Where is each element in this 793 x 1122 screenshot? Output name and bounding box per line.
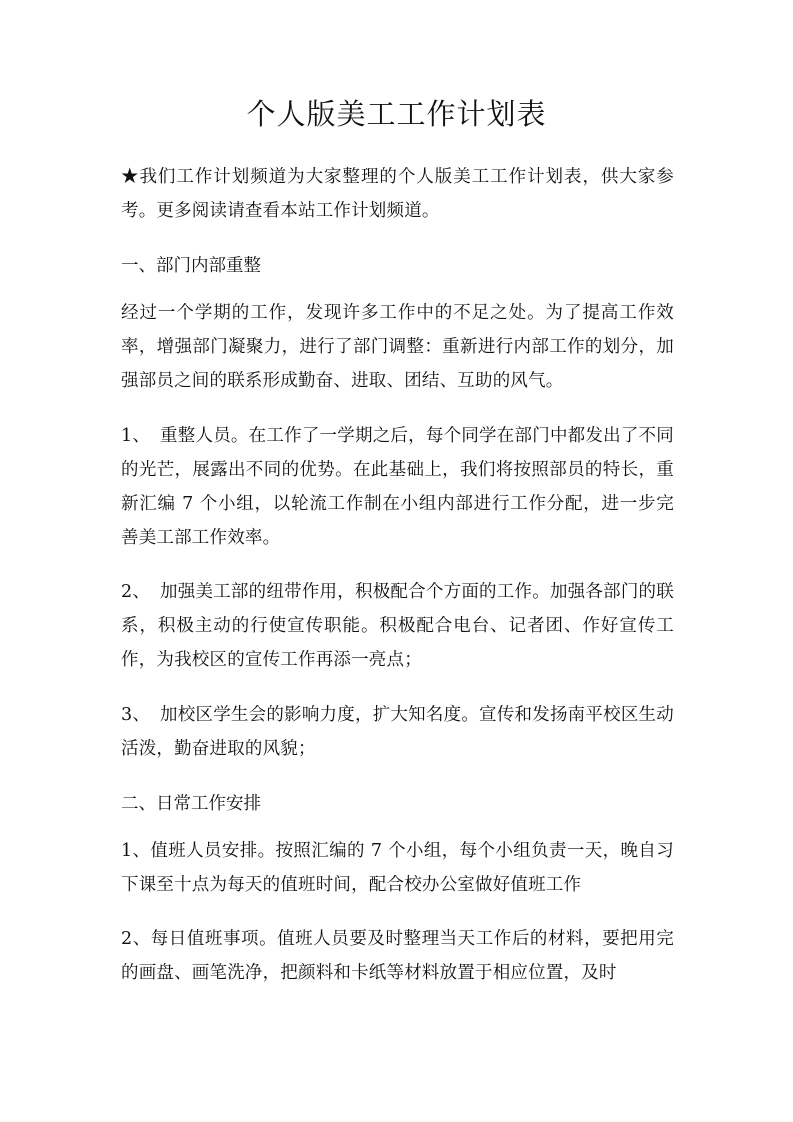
item-number: 2、 xyxy=(121,582,151,602)
item-text: 重整人员。在工作了一学期之后，每个同学在部门中都发出了不同的光芒，展露出不同的优势。在此基础上，我们将按照部员的特长，重新汇编 7 个小组，以轮流工作制在小组内部进行工作分配，进一步完善美工部工作效率。 xyxy=(121,426,674,548)
intro-paragraph: ★我们工作计划频道为大家整理的个人版美工工作计划表，供大家参考。更多阅读请查看本站工作计划频道。 xyxy=(121,167,674,221)
item-text: 加强美工部的纽带作用，积极配合个方面的工作。加强各部门的联系，积极主动的行使宣传职能。积极配合电台、记者团、作好宣传工作，为我校区的宣传工作再添一亮点； xyxy=(121,582,674,670)
item-text: 加校区学生会的影响力度，扩大知名度。宣传和发扬南平校区生动活泼，勤奋进取的风貌； xyxy=(121,705,674,759)
section1-paragraph: 经过一个学期的工作，发现许多工作中的不足之处。为了提高工作效率，增强部门凝聚力，进行了部门调整：重新进行内部工作的划分，加强部员之间的联系形成勤奋、进取、团结、互助的风气。 xyxy=(121,303,674,391)
section2-item-2: 2、每日值班事项。值班人员要及时整理当天工作后的材料，要把用完的画盘、画笔洗净，把颜料和卡纸等材料放置于相应位置，及时 xyxy=(121,929,674,983)
section1-heading: 一、部门内部重整 xyxy=(121,256,261,276)
section1-item-2 xyxy=(121,575,674,677)
document-title: 个人版美工工作计划表 xyxy=(246,97,547,131)
section2-item-1: 1、值班人员安排。按照汇编的 7 个小组，每个小组负责一天，晚自习下课至十点为每天的值班时间，配合校办公室做好值班工作 xyxy=(121,841,674,895)
section2-heading: 二、日常工作安排 xyxy=(121,794,261,814)
item-number: 1、 xyxy=(121,426,151,446)
section1-item-3 xyxy=(121,698,674,766)
section1-item-1 xyxy=(121,419,674,555)
item-number: 3、 xyxy=(121,705,151,725)
